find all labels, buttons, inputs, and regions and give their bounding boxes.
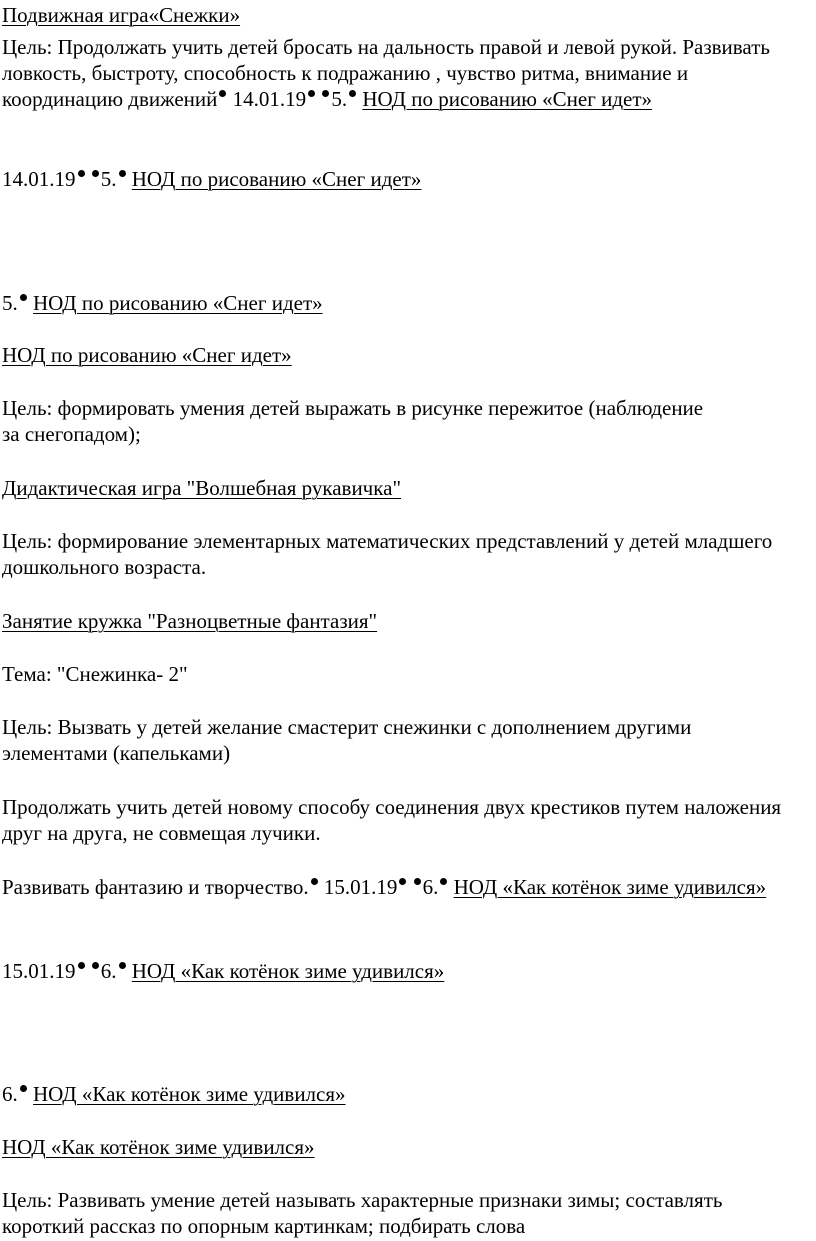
- date-text: 15.01.19: [323, 875, 398, 899]
- bullet-icon: [92, 170, 99, 177]
- bullet-icon: [20, 294, 27, 301]
- didactic-game-heading: [2, 475, 802, 501]
- item-number: 6.: [100, 959, 117, 983]
- club-heading: [2, 608, 802, 634]
- date-text: 14.01.19: [2, 167, 76, 191]
- lesson-link[interactable]: НОД по рисованию «Снег идет»: [362, 87, 653, 111]
- date-text: 15.01.19: [2, 959, 76, 983]
- bullet-icon: [219, 90, 226, 97]
- game-title: [2, 2, 802, 28]
- lesson-link[interactable]: НОД «Как котёнок зиме удивился»: [2, 1135, 315, 1159]
- didactic-game-goal: [2, 528, 802, 580]
- lesson-goal: [2, 1187, 762, 1239]
- bullet-icon: [92, 962, 99, 969]
- lesson-goal-text: Цель: формировать умения детей выражать в рисунке пережитое (наблюдение за снегопадом);: [2, 396, 704, 446]
- lesson-link[interactable]: НОД «Как котёнок зиме удивился»: [453, 875, 767, 899]
- didactic-game-link[interactable]: Дидактическая игра "Волшебная рукавичка": [2, 476, 402, 500]
- club-theme-text: Тема: "Снежинка- 2": [2, 662, 188, 686]
- creativity-paragraph: [2, 874, 802, 900]
- game-goal-paragraph: [2, 34, 802, 112]
- lesson-link[interactable]: НОД «Как котёнок зиме удивился»: [33, 1082, 346, 1106]
- bullet-icon: [399, 878, 406, 885]
- creativity-text: Развивать фантазию и творчество.: [2, 875, 309, 899]
- lesson-link[interactable]: НОД «Как котёнок зиме удивился»: [131, 959, 445, 983]
- lesson-link[interactable]: НОД по рисованию «Снег идет»: [33, 291, 323, 315]
- bullet-icon: [119, 170, 126, 177]
- bullet-icon: [440, 878, 447, 885]
- lesson-goal: [2, 395, 722, 447]
- date-text: 14.01.19: [232, 87, 307, 111]
- game-goal-text: Цель: Продолжать учить детей бросать на дальность правой и левой рукой. Развивать ловкость, быстроту, способность к подражанию , чувство ритма, внимание и координацию движений: [2, 35, 770, 111]
- club-task: [2, 794, 802, 846]
- item-number: 5.: [331, 87, 348, 111]
- date-line: [2, 958, 802, 984]
- item-number: 6.: [422, 875, 439, 899]
- lesson-heading: [2, 342, 802, 368]
- numbered-line: [2, 290, 802, 316]
- club-goal-text: Цель: Вызвать у детей желание смастерит снежинки с дополнением другими элементами (капельками): [2, 715, 692, 765]
- bullet-icon: [308, 90, 315, 97]
- date-line: [2, 166, 802, 192]
- bullet-icon: [20, 1085, 27, 1092]
- club-goal: [2, 714, 802, 766]
- bullet-icon: [78, 962, 85, 969]
- bullet-icon: [322, 90, 329, 97]
- item-number: 5.: [2, 291, 18, 315]
- item-number: 6.: [2, 1082, 18, 1106]
- bullet-icon: [78, 170, 85, 177]
- game-title-text: Подвижная игра«Снежки»: [2, 3, 241, 27]
- bullet-icon: [311, 878, 318, 885]
- lesson-goal-text: Цель: Развивать умение детей называть характерные признаки зимы; составлять короткий рассказ по опорным картинкам; подбирать слова: [2, 1188, 723, 1238]
- item-number: 5.: [100, 167, 117, 191]
- bullet-icon: [414, 878, 421, 885]
- lesson-heading: [2, 1134, 802, 1160]
- club-task-text: Продолжать учить детей новому способу соединения двух крестиков путем наложения друг на друга, не совмещая лучики.: [2, 795, 782, 845]
- numbered-line: [2, 1081, 802, 1107]
- club-link[interactable]: Занятие кружка "Разноцветные фантазия": [2, 609, 378, 633]
- lesson-link[interactable]: НОД по рисованию «Снег идет»: [2, 343, 292, 367]
- didactic-game-goal-text: Цель: формирование элементарных математических представлений у детей младшего дошкольного возраста.: [2, 529, 773, 579]
- lesson-link[interactable]: НОД по рисованию «Снег идет»: [131, 167, 422, 191]
- bullet-icon: [349, 90, 356, 97]
- bullet-icon: [119, 962, 126, 969]
- club-theme: [2, 661, 802, 687]
